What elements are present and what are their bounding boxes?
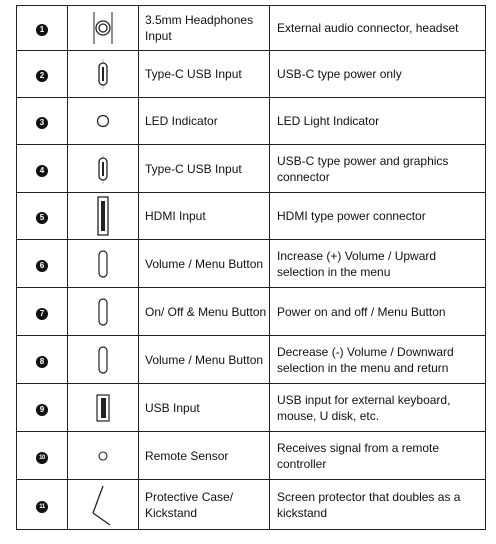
row-number: 4 [36,165,48,177]
table-row [17,193,486,240]
remote-sensor-icon [68,448,138,464]
port-description: USB-C type power only [270,51,486,98]
usb-c-port-icon [68,56,138,92]
led-indicator-icon [68,111,138,131]
port-description: USB-C type power and graphics connector [270,145,486,193]
ports-table [16,5,486,530]
usb-c-port-icon [68,151,138,187]
table-row [17,480,486,530]
port-description: Decrease (-) Volume / Downward selection in the menu and return [270,336,486,384]
port-description: Increase (+) Volume / Upward selection in the menu [270,240,486,288]
row-number: 10 [36,452,48,464]
row-number: 6 [36,260,48,272]
row-number: 7 [36,308,48,320]
usb-a-port-icon [68,391,138,425]
port-name: Volume / Menu Button [139,240,270,288]
port-name: Volume / Menu Button [139,336,270,384]
row-number: 5 [36,212,48,224]
table-row [17,98,486,145]
port-description: Receives signal from a remote controller [270,432,486,480]
power-button-icon [68,296,138,328]
row-number: 8 [36,356,48,368]
port-name: 3.5mm Headphones Input [139,6,270,51]
port-name: On/ Off & Menu Button [139,288,270,336]
table-row [17,384,486,432]
row-number: 9 [36,404,48,416]
table-row [17,6,486,51]
table-row [17,145,486,193]
row-number: 11 [36,501,48,513]
table-row [17,336,486,384]
port-name: Type-C USB Input [139,145,270,193]
row-number: 3 [36,117,48,129]
table-row [17,432,486,480]
port-description: External audio connector, headset [270,6,486,51]
headphone-jack-icon [68,10,138,46]
port-name: LED Indicator [139,98,270,145]
port-name: HDMI Input [139,193,270,240]
port-name: USB Input [139,384,270,432]
table-row [17,240,486,288]
table-row [17,51,486,98]
port-description: LED Light Indicator [270,98,486,145]
table-row [17,288,486,336]
row-number: 2 [36,70,48,82]
port-name: Type-C USB Input [139,51,270,98]
volume-button-icon [68,344,138,376]
row-number: 1 [36,24,48,36]
port-description: Screen protector that doubles as a kickstand [270,480,486,530]
port-description: Power on and off / Menu Button [270,288,486,336]
hdmi-port-icon [68,194,138,238]
port-name: Remote Sensor [139,432,270,480]
port-name: Protective Case/ Kickstand [139,480,270,530]
kickstand-icon [68,483,138,527]
volume-button-icon [68,248,138,280]
port-description: USB input for external keyboard, mouse, U disk, etc. [270,384,486,432]
port-description: HDMI type power connector [270,193,486,240]
